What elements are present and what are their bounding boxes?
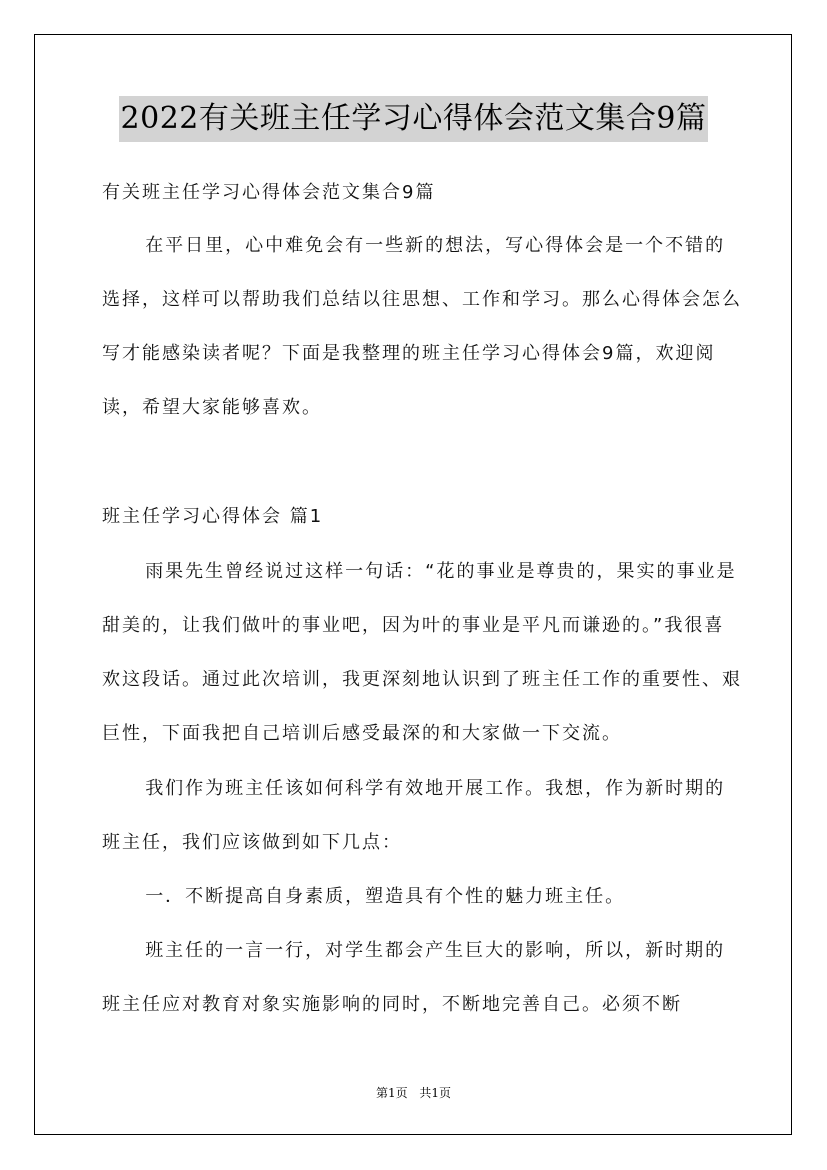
document-title: 2022有关班主任学习心得体会范文集合9篇 (119, 96, 709, 142)
body-paragraph-1: 雨果先生曾经说过这样一句话：“花的事业是尊贵的，果实的事业是甜美的，让我们做叶的事业吧，因为叶的事业是平凡而谦逊的。”我很喜欢这段话。通过此次培训，我更深刻地认识到了班主任工作的重要性、艰巨性，下面我把自己培训后感受最深的和大家做一下交流。 (102, 561, 742, 744)
intro-paragraph: 在平日里，心中难免会有一些新的想法，写心得体会是一个不错的选择，这样可以帮助我们总结以往思想、工作和学习。那么心得体会怎么写才能感染读者呢？下面是我整理的班主任学习心得体会9篇，欢迎阅读，希望大家能够喜欢。 (102, 235, 742, 418)
page-number-total: 共1页 (419, 1086, 452, 1100)
body-paragraph-4: 班主任的一言一行，对学生都会产生巨大的影响，所以，新时期的班主任应对教育对象实施影响的同时，不断地完善自己。必须不断 (102, 940, 726, 1015)
page-footer (0, 1084, 827, 1101)
body-paragraph-2: 我们作为班主任该如何科学有效地开展工作。我想，作为新时期的班主任，我们应该做到如下几点： (102, 778, 726, 853)
title-container (0, 96, 827, 142)
page-number-current: 第1页 (375, 1086, 408, 1100)
section-heading: 班主任学习心得体会 篇1 (102, 506, 324, 527)
document-subtitle: 有关班主任学习心得体会范文集合9篇 (102, 182, 436, 203)
body-paragraph-3: 一．不断提高自身素质，塑造具有个性的魅力班主任。 (145, 886, 626, 907)
